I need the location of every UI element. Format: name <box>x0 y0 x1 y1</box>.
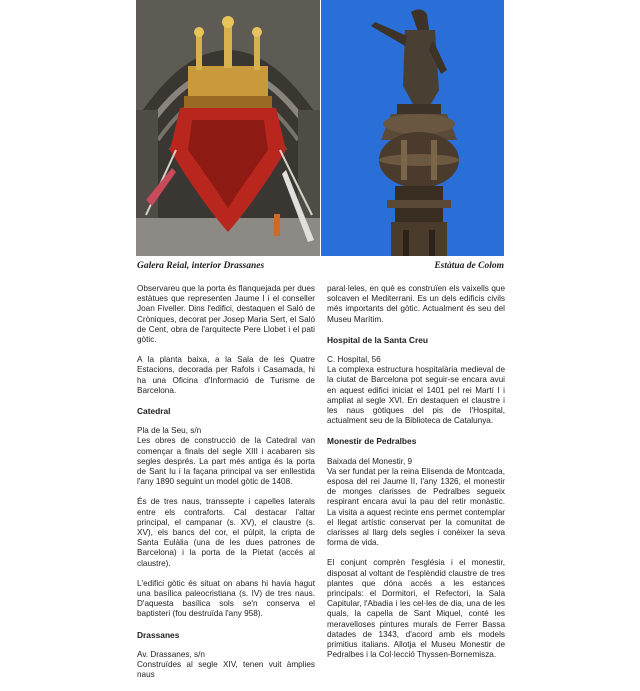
address-drassanes: Av. Drassanes, s/n <box>137 649 205 659</box>
paragraph-ajuntament-1: Observareu que la porta és flanquejada per dues estàtues que representen Jaume I i el conseller Joan Fiveller. Dins l'edifici, destaquen el Saló de Cròniques, decorat per Josep Maria Sert, el Saló de Cent, obra de l'arquitecte Pere Llobet i el pati gòtic. <box>137 284 315 345</box>
address-catedral: Pla de la Seu, s/n <box>137 426 202 436</box>
paragraph-hospital-1: La complexa estructura hospitalària medieval de la ciutat de Barcelona pot seguir-se encara avui en aquest edifici iniciat el 1401 pel rei Martí I i ampliat al segle XVI. En destaquen el claustre i les naus gòtiques del pis de l'Hospital, actualment seu de la Biblioteca de Catalunya. <box>327 365 505 426</box>
photo-caption-left: Galera Reial, interior Drassanes <box>137 261 265 271</box>
paragraph-catedral-1: Les obres de construcció de la Catedral van començar a finals del segle XIII i acabaren sis segles després. La part més antiga és la porta de Sant Iu i la façana principal va ser enllestida l'any 1890 seguint un model gòtic de 1408. <box>137 436 315 487</box>
heading-pedralbes: Monestir de Pedralbes <box>327 436 417 447</box>
text-column-left <box>137 284 315 691</box>
galera-reial-photo <box>136 0 320 256</box>
photo-caption-right: Estàtua de Colom <box>434 261 504 271</box>
paragraph-catedral-3: L'edifici gòtic és situat on abans hi havia hagut una basílica paleocristiana (s. IV) de tres naus. D'aquesta basílica sols se'n conserva el baptisteri (fou destruïda l'any 958). <box>137 578 315 619</box>
paragraph-catedral-2: És de tres naus, transsepte i capelles laterals entre els contraforts. Cal destacar l'altar principal, el campanar (s. XV), el claustre (s. XV), els bancs del cor, el púlpit, la cripta de Santa Eulàlia (una de les dues patrones de Barcelona) i la porta de la Pietat (accés al claustre). <box>137 497 315 568</box>
address-hospital: C. Hospital, 56 <box>327 355 381 365</box>
paragraph-pedralbes-2: El conjunt comprèn l'església i el monestir, disposat al voltant de l'esplèndid claustre de tres plantes que dóna accés a les estances principals: el Dormitori, el Refectori, la Sala Capitular, l'Abadia i les cel·les de dia, una de les quals, la capella de Sant Miquel, conté les meravelloses pintures murals de Ferrer Bassa datades de 1343, d'acord amb els models primitius italians. Allotja el Museu Monestir de Pedralbes i la Col·lecció Thyssen-Bornemisza. <box>327 558 505 660</box>
address-pedralbes: Baixada del Monestir, 9 <box>327 456 413 466</box>
paragraph-drassanes-1: Construïdes al segle XIV, tenen vuit àmplies naus <box>137 660 315 680</box>
text-column-right <box>327 284 505 671</box>
paragraph-pedralbes-1: Va ser fundat per la reina Elisenda de Montcada, esposa del rei Jaume II, l'any 1326, el monestir de monges clarisses de Pedralbes segueix respirant encara avui la pau del retir monàstic. La visita a aquest recinte ens permet contemplar el llegat artístic conservat per la comunitat de clarisses al llarg dels segles i conèixer la seva forma de vida. <box>327 466 505 548</box>
estatua-colom-photo <box>321 0 504 256</box>
heading-drassanes: Drassanes <box>137 629 180 640</box>
paragraph-ajuntament-2: A la planta baixa, a la Sala de les Quatre Estacions, decorada per Rafols i Casamada, hi ha una Oficina d'Informació de Turisme de Barcelona. <box>137 355 315 395</box>
heading-hospital: Hospital de la Santa Creu <box>327 334 428 345</box>
heading-catedral: Catedral <box>137 406 171 417</box>
paragraph-drassanes-continued: paral·leles, en què es construïen els vaixells que solcaven el Mediterrani. Es un dels edificis civils més importants del gòtic. Actualment és seu del Museu Marítim. <box>327 284 505 324</box>
